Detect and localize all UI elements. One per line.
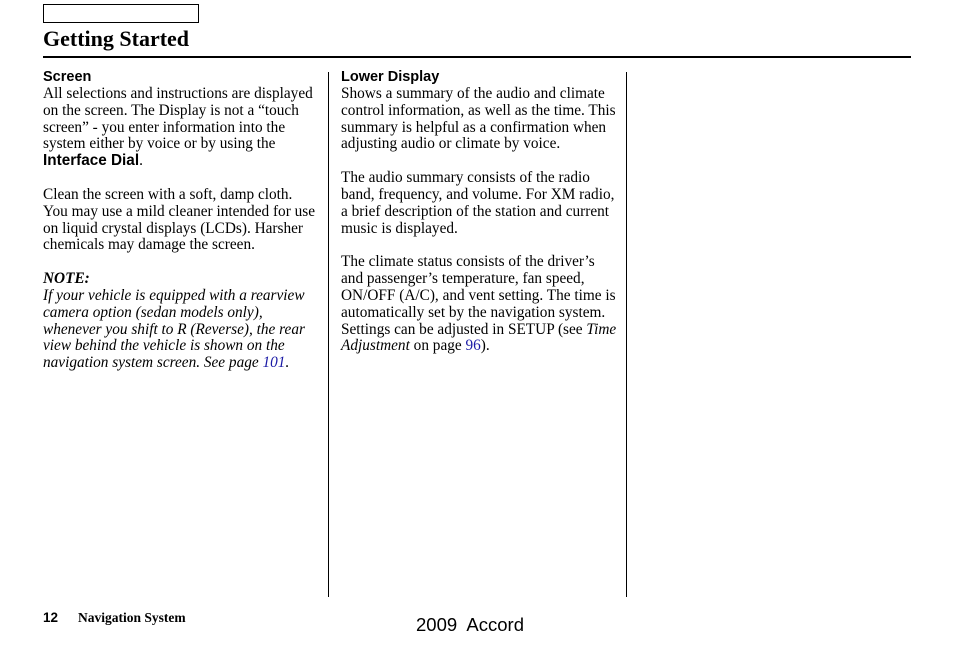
interface-dial-term: Interface Dial: [43, 152, 140, 170]
screen-paragraph-1: [43, 86, 319, 170]
column-lower-display: [341, 68, 617, 372]
footer-page-number: 12: [43, 610, 59, 625]
lower-display-paragraph-3: [341, 254, 617, 355]
header-tab-box: [43, 4, 199, 23]
page-96-link[interactable]: 96: [465, 337, 481, 355]
column-divider-right: [626, 72, 627, 597]
lower-display-paragraph-2: The audio summary consists of the radio band, frequency, and volume. For XM radio, a brief description of the station and current music is displayed.: [341, 169, 615, 237]
lower-display-paragraph-3-mid: on page: [409, 337, 466, 355]
header-divider: [43, 56, 911, 58]
note-label: NOTE:: [43, 270, 90, 288]
screen-paragraph-2: Clean the screen with a soft, damp cloth. You may use a mild cleaner intended for use on liquid crystal displays (LCDs). Harsher chemicals may damage the screen.: [43, 185, 316, 254]
lower-display-paragraph-1: Shows a summary of the audio and climate control information, as well as the time. This summary is helpful as a confirmation when adjusting audio or climate by voice.: [341, 85, 616, 153]
lower-display-paragraph-3-end: ).: [480, 337, 490, 355]
section-title: Getting Started: [43, 26, 190, 51]
note-end: .: [285, 354, 290, 372]
lower-display-heading: Lower Display: [341, 69, 440, 85]
footer-model: 2009 Accord: [416, 614, 524, 635]
screen-heading: Screen: [43, 69, 92, 85]
column-divider-left: [328, 72, 329, 597]
note-text: [43, 288, 319, 372]
column-screen: [43, 68, 319, 372]
page-101-link[interactable]: 101: [262, 354, 286, 372]
footer-book-title: Navigation System: [78, 610, 186, 625]
time-adjustment-ref: Time Adjustment: [341, 320, 617, 355]
screen-paragraph-1-text: All selections and instructions are displayed on the screen. The Display is not a “touch screen” - you enter information into the system either by voice or by using the: [43, 85, 313, 153]
lower-display-paragraph-3-text: The climate status consists of the driver’s and passenger’s temperature, fan speed, ON/OFF (A/C), and vent setting. The time is automatically set by the navigation system. Settings can be adjusted in SETUP (see: [341, 253, 616, 338]
screen-paragraph-1-end: .: [139, 152, 143, 170]
note-body: If your vehicle is equipped with a rearview camera option (sedan models only), whenever you shift to R (Reverse), the rear view behind the vehicle is shown on the navigation system screen. See page: [43, 286, 305, 372]
